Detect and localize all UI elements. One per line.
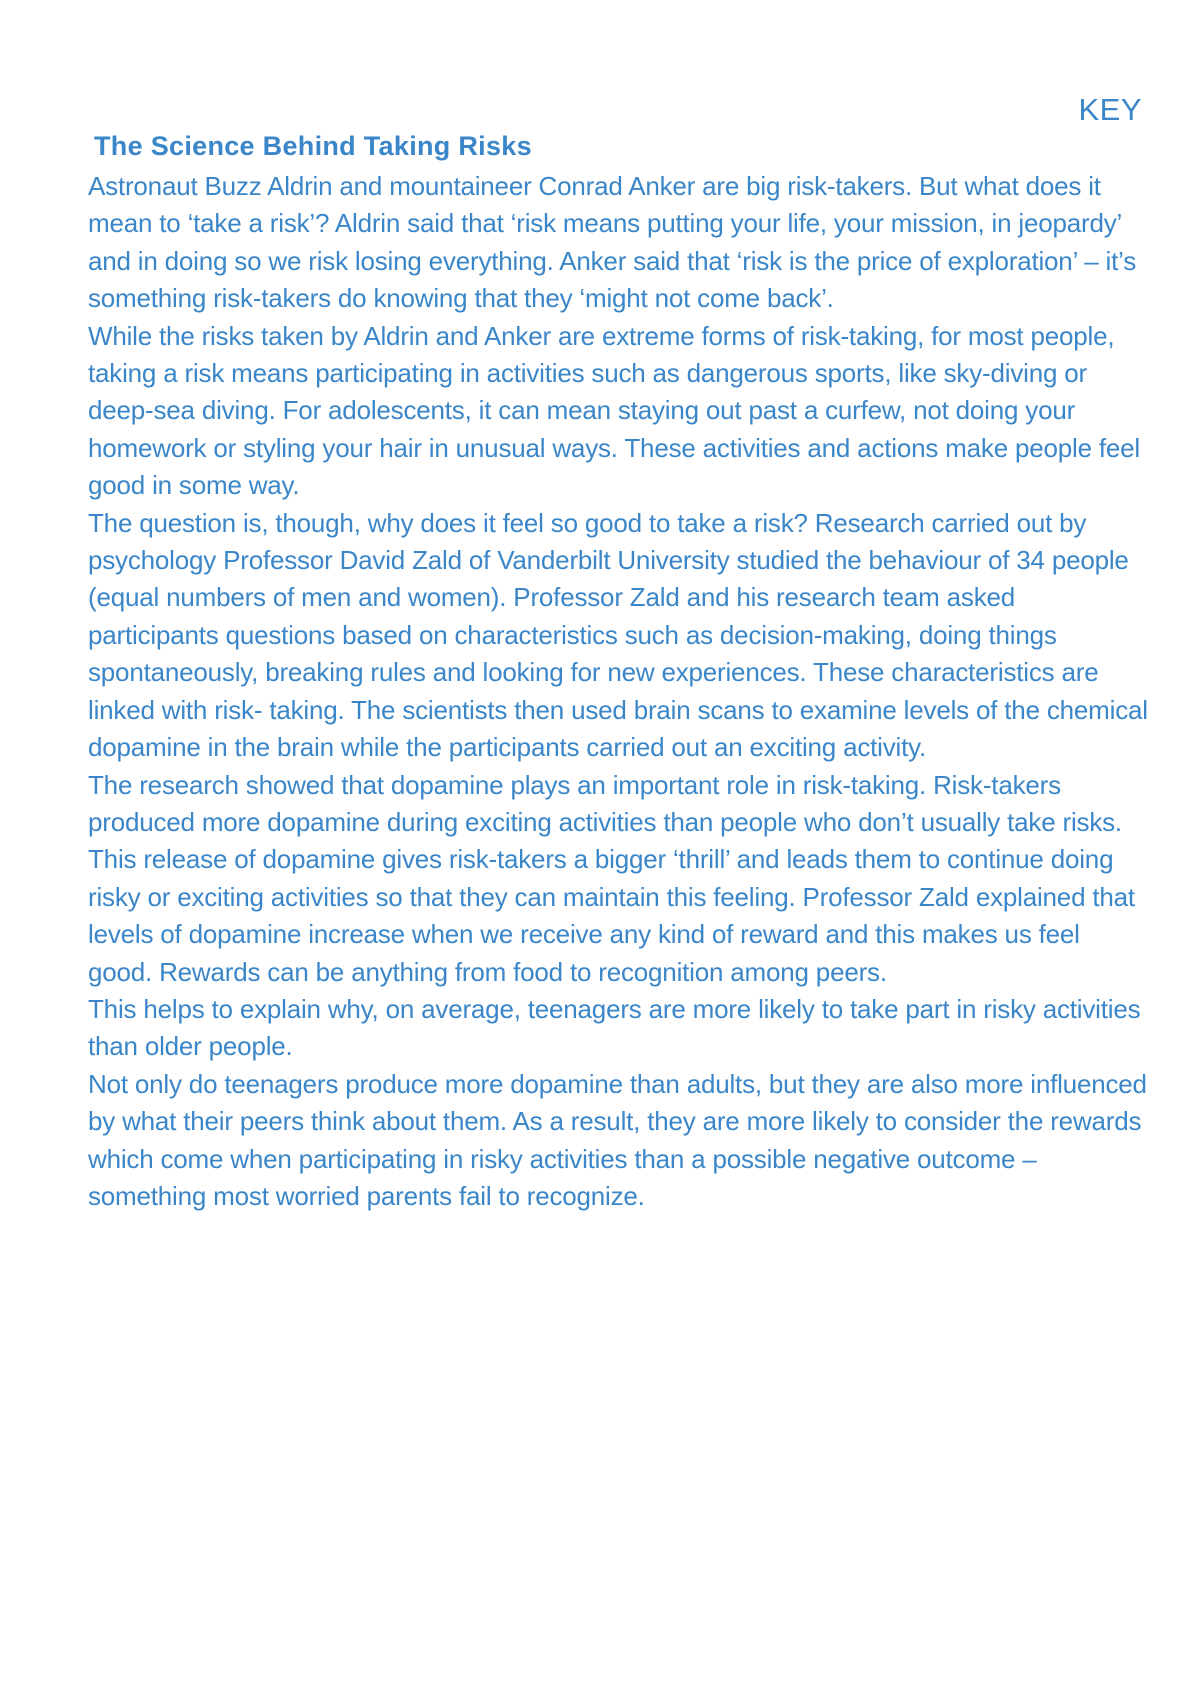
article [88, 128, 1148, 1215]
key-label: KEY [1078, 92, 1142, 127]
article-title: The Science Behind Taking Risks [94, 131, 532, 161]
paragraph-teenagers: This helps to explain why, on average, teenagers are more likely to take part in risky activities than older people. [88, 993, 1141, 1062]
paragraph-research: The question is, though, why does it feel so good to take a risk? Research carried out by psychology Professor David Zald of Vanderbilt University studied the behaviour of 34 people (equal numbers of men and women). Professor Zald and his research team asked participants questions based on characteristics such as decision-making, doing things spontaneously, breaking rules and looking for new experiences. These characteristics are linked with risk- taking. The scientists then used brain scans to examine levels of the chemical dopamine in the brain while the participants carried out an exciting activity. [88, 507, 1148, 763]
paragraph-peers: Not only do teenagers produce more dopamine than adults, but they are also more influenced by what their peers think about them. As a result, they are more likely to consider the rewards which come when participating in risky activities than a possible negative outcome – something most worried parents fail to recognize. [88, 1068, 1147, 1211]
paragraph-extreme-risks: While the risks taken by Aldrin and Anker are extreme forms of risk-taking, for most people, taking a risk means participating in activities such as dangerous sports, like sky-diving or deep-sea diving. For adolescents, it can mean staying out past a curfew, not doing your homework or styling your hair in unusual ways. These activities and actions make people feel good in some way. [88, 320, 1141, 501]
paragraph-intro: Astronaut Buzz Aldrin and mountaineer Conrad Anker are big risk-takers. But what does it mean to ‘take a risk’? Aldrin said that ‘risk means putting your life, your mission, in jeopardy’ and in doing so we risk losing everything. Anker said that ‘risk is the price of exploration’ – it’s something risk-takers do knowing that they ‘might not come back’. [88, 171, 1136, 314]
paragraph-dopamine: The research showed that dopamine plays an important role in risk-taking. Risk-takers produced more dopamine during exciting activities than people who don’t usually take risks. This release of dopamine gives risk-takers a bigger ‘thrill’ and leads them to continue doing risky or exciting activities so that they can maintain this feeling. Professor Zald explained that levels of dopamine increase when we receive any kind of reward and this makes us feel good. Rewards can be anything from food to recognition among peers. [88, 769, 1135, 987]
